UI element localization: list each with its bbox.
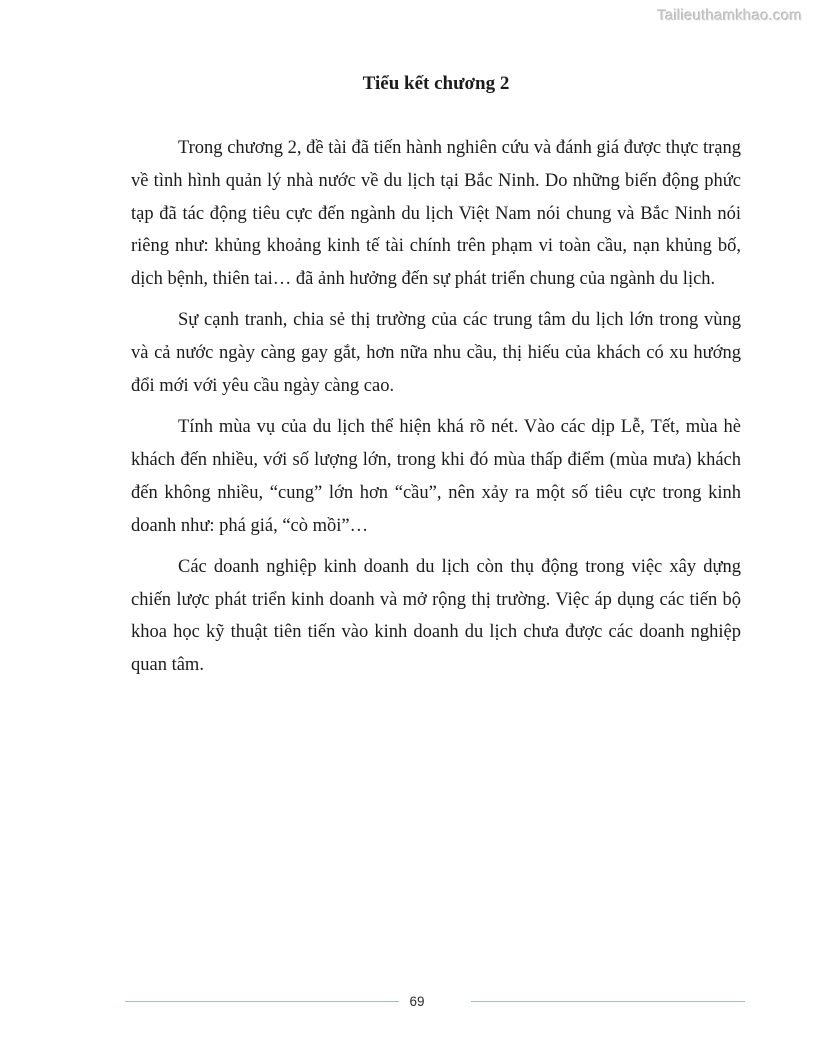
page-footer xyxy=(125,994,745,1009)
paragraph: Trong chương 2, đề tài đã tiến hành nghiên cứu và đánh giá được thực trạng về tình hình quản lý nhà nước về du lịch tại Bắc Ninh. Do những biến động phức tạp đã tác động tiêu cực đến ngành du lịch Việt Nam nói chung và Bắc Ninh nói riêng như: khủng khoảng kinh tế tài chính trên phạm vi toàn cầu, nạn khủng bố, dịch bệnh, thiên tai… đã ảnh hưởng đến sự phát triển chung của ngành du lịch. xyxy=(131,138,741,290)
paragraph: Các doanh nghiệp kinh doanh du lịch còn thụ động trong việc xây dựng chiến lược phát triển kinh doanh và mở rộng thị trường. Việc áp dụng các tiến bộ khoa học kỹ thuật tiên tiến vào kinh doanh du lịch chưa được các doanh nghiệp quan tâm. xyxy=(131,556,741,676)
section-title: Tiểu kết chương 2 xyxy=(362,73,510,94)
footer-rule-left xyxy=(125,1001,399,1003)
footer-rule-right xyxy=(471,1001,745,1003)
page-number: 69 xyxy=(409,994,425,1009)
paragraph: Sự cạnh tranh, chia sẻ thị trường của các trung tâm du lịch lớn trong vùng và cả nước ngày càng gay gắt, hơn nữa nhu cầu, thị hiếu của khách có xu hướng đổi mới với yêu cầu ngày càng cao. xyxy=(131,310,741,396)
watermark-text: Tailieuthamkhao.com xyxy=(657,7,802,24)
paragraph: Tính mùa vụ của du lịch thể hiện khá rõ nét. Vào các dịp Lễ, Tết, mùa hè khách đến nhiều, với số lượng lớn, trong khi đó mùa thấp điểm (mùa mưa) khách đến không nhiều, “cung” lớn hơn “cầu”, nên xảy ra một số tiêu cực trong kinh doanh như: phá giá, “cò mồi”… xyxy=(131,417,741,536)
document-body xyxy=(131,0,741,690)
